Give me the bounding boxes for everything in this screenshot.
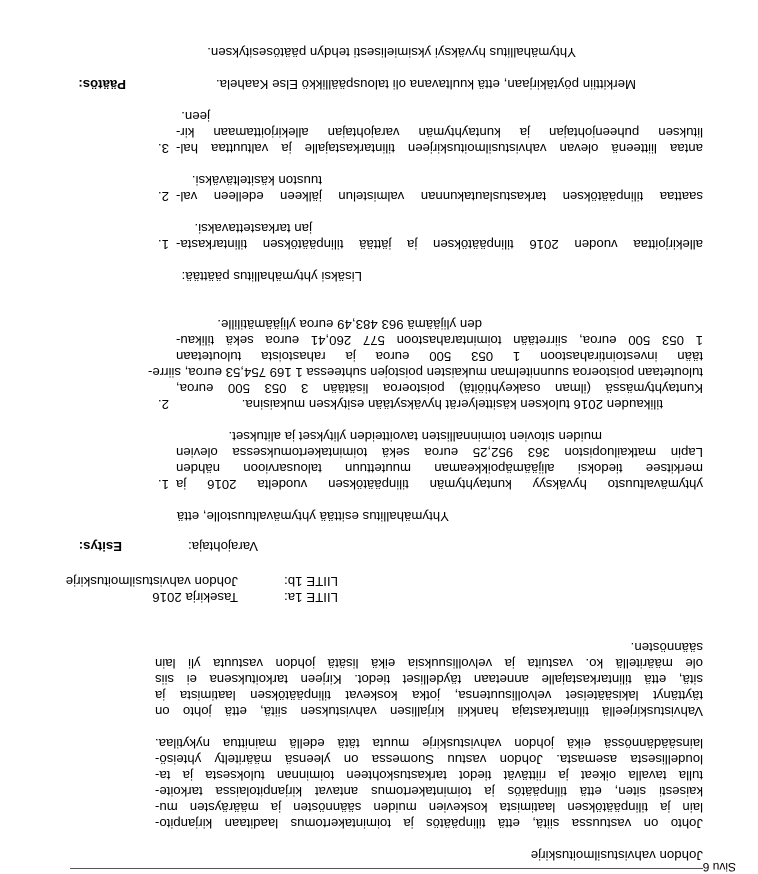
proposal-item-line: muiden sitovien toiminnallisten tavoitteiden ylitykset ja alitukset. xyxy=(228,429,602,444)
proposal-item-line: yhtymävaltuusto hyväksyy kuntayhtymän tilinpäätöksen vuodelta 2016 ja xyxy=(176,477,703,492)
proposal-item-number: 1. xyxy=(158,477,169,492)
attachment-1b-text[interactable]: Johdon vahvistusilmoituskirje xyxy=(65,574,238,589)
attachment-1a-text[interactable]: Tasekirja 2016 xyxy=(152,590,238,605)
proposal-label: Esitys: xyxy=(78,539,122,554)
further-item-number: 1. xyxy=(158,237,169,252)
intro-line: loudellisesta asemasta. Johdon vastuu Suomessa on yleensä määritelty yhteisö- xyxy=(155,752,703,767)
intro-line: lain ja tilinpäätöksen laatimista koskevien muiden säännösten ja määräysten mu- xyxy=(155,800,703,815)
further-item-line: jan tarkastettavaksi. xyxy=(194,221,312,236)
decision-line: Merkittiin pöytäkirjaan, että kuultavana oli talouspäällikkö Else Kaahela. xyxy=(215,77,636,92)
proposal-item-line: merkitsee tiedoksi alijäämäpoikkeaman muutettuun talousarvioon nähden xyxy=(176,461,703,476)
vahvistus-line: ole määritellä ko. vastuita ja velvollisuuksia eikä lisätä johdon vastuuta yli lain xyxy=(155,656,703,671)
page-number: Sivu 6 xyxy=(702,860,736,874)
further-item-line: jeen. xyxy=(181,109,210,124)
further-item-number: 2. xyxy=(158,189,169,204)
proposal-item-line: 1 053 500 euroa, siirretään toimintarahastoon 577 260,41 euroa sekä tilikau- xyxy=(176,333,703,348)
intro-line: lainsäädännössä eikä johdon vahvistuskirje muuta tätä edellä mainittua nykytilaa. xyxy=(155,736,703,751)
vahvistus-line: säännösten. xyxy=(630,640,703,655)
further-item-line: allekirjoittaa vuoden 2016 tilinpäätöksen ja jättää tilinpäätöksen tilintarkasta- xyxy=(176,237,703,252)
header-rule xyxy=(70,868,703,869)
proposal-item-line: Lapin matkailuopiston 363 952,25 euroa sekä toimintakertomuksessa olevien xyxy=(176,445,703,460)
proposal-item-line: Kuntayhtymässä (ilman osakeyhtiöitä) poistoeroa lisätään 3 053 500 euroa, xyxy=(176,381,703,396)
proposal-item-line: tuloutetaan poistoeroa suunnitelman mukaisten poistojen suhteessa 1 169 754,53 euroa, siirre- xyxy=(148,365,703,380)
proposal-item-line: den ylijäämä 963 483,49 euroa ylijäämätilille. xyxy=(217,317,482,332)
further-item-line: antaa liitteenä olevan vahvistusilmoituskirjeen tilintarkastajalle ja valtuuttaa hal- xyxy=(176,141,703,156)
section-title: Johdon vahvistusilmoituskirje xyxy=(530,848,703,863)
proposal-presenter: Varajohtaja: xyxy=(187,539,258,554)
further-item-line: tuuston käsiteltäväksi. xyxy=(191,173,322,188)
attachment-1b-id: LIITE 1b: xyxy=(284,574,338,589)
decision-label: Päätös: xyxy=(78,77,126,92)
intro-line: tulla tavalla oikeat ja riittävät tiedot tarkastuskohteen toiminnan tuloksesta ja ta- xyxy=(155,768,703,783)
attachment-1a-id: LIITE 1a: xyxy=(284,590,338,605)
proposal-item-line: tään investointirahastoon 1 053 500 euroa ja rahastoista tuloutetaan xyxy=(176,349,703,364)
proposal-item-number: 2. xyxy=(158,397,169,412)
intro-line: kaisesti siten, että tilinpäätös ja toimintakertomus antavat kirjanpitolaissa tarkoite- xyxy=(155,784,703,799)
proposal-lead: Yhtymähallitus esittää yhtymävaltuustolle, että xyxy=(176,509,449,524)
vahvistus-line: sitä, että tilintarkastajalle annetaan täydelliset tiedot. Kirjeen tarkoituksena ei siis xyxy=(155,672,703,687)
intro-line: Johto on vastuussa siitä, että tilinpäätös ja toimintakertomus laaditaan kirjanpito- xyxy=(155,816,703,831)
vahvistus-line: Vahvistuskirjeellä tilintarkastaja hankkii kirjallisen vahvistuksen siitä, että johto on xyxy=(155,704,703,719)
vahvistus-line: täyttänyt lakisääteiset velvollisuutensa, jotka koskevat tilinpäätöksen laatimista ja xyxy=(155,688,703,703)
proposal-item-line: tilikauden 2016 tuloksen käsittelyerät hyväksytään esityksen mukaisina. xyxy=(241,397,663,412)
further-item-line: saattaa tilinpäätöksen tarkastuslautakunnan valmistelun jälkeen edelleen val- xyxy=(176,189,703,204)
further-item-line: lituksen puheenjohtajan ja kuntayhtymän varajohtajan allekirjoittamaan kir- xyxy=(176,125,703,140)
decision-line: Yhtymähallitus hyväksyi yksimielisesti tehdyn päätösesityksen. xyxy=(207,45,576,60)
further-item-number: 3. xyxy=(158,141,169,156)
further-lead: Lisäksi yhtymähallitus päättää: xyxy=(181,269,362,284)
